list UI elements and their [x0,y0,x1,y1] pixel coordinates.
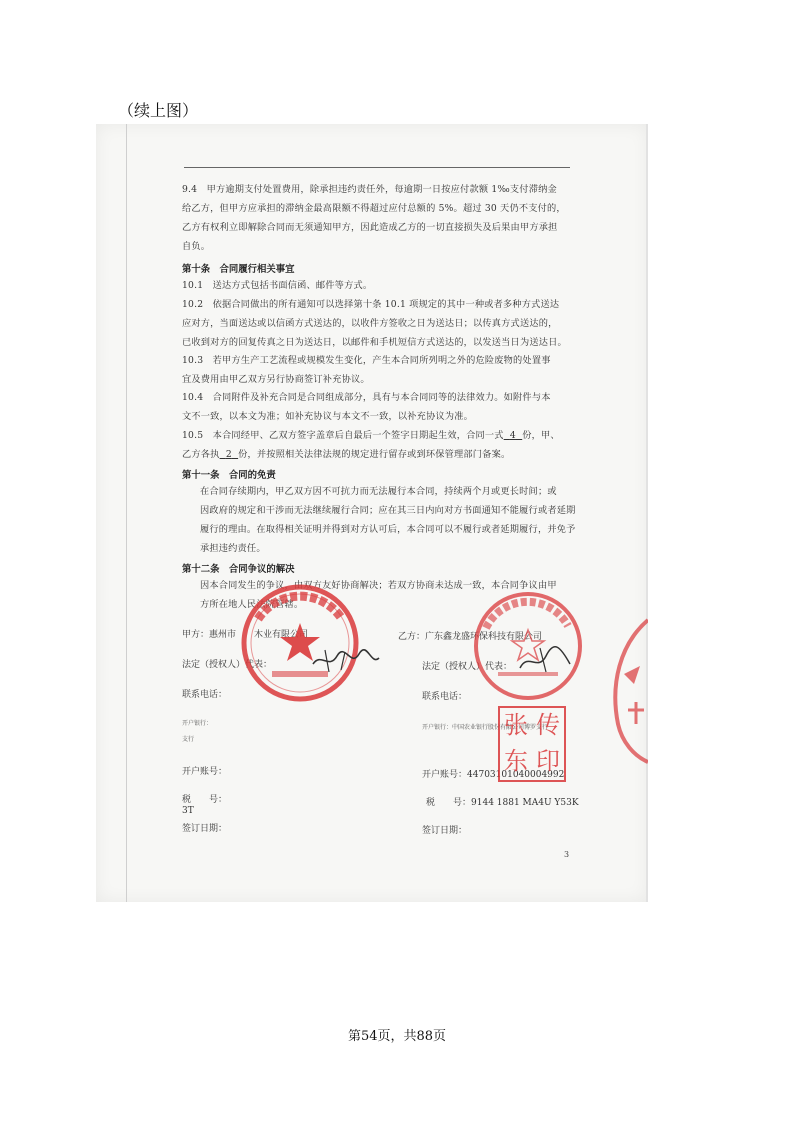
scan-page-number: 3 [564,850,570,859]
party-a-phone: 联系电话： [182,690,228,700]
clause-10-4 [182,388,576,426]
party-b-date: 签订日期： [422,826,468,836]
party-b-tax: 税 号：9144 1881 MA4U Y53K [426,798,579,808]
party-a-company-seal [236,579,364,707]
text-line: 在合同存续期内，甲乙双方因不可抗力而无法履行本合同，持续两个月或更长时间；或 [200,486,557,497]
text-line: 因政府的规定和干涉而无法继续履行合同；应在其三日内向对方书面通知不能履行或者延期 [200,505,576,516]
party-a-bank: 开户银行： [182,720,213,727]
party-b-signature [516,642,574,676]
text-line: 10.1 送达方式包括书面信函、邮件等方式。 [182,280,373,291]
seal-character: 传 [536,711,560,739]
party-b-account-value: 44703101040004992 [467,770,565,780]
copies-count: 4 [509,430,516,441]
party-a-account: 开户账号： [182,767,228,777]
party-b-rep: 法定（授权人）代表： [422,662,513,672]
party-a-date: 签订日期： [182,824,228,834]
text-line: 10.4 合同附件及补充合同是合同组成部分，具有与本合同同等的法律效力。如附件与本 [182,392,551,403]
binding-line [126,124,127,902]
copies-each: 2 [225,449,232,460]
party-b-phone: 联系电话： [422,692,468,702]
text-line: 乙方有权利立即解除合同而无须通知甲方，因此造成乙方的一切直接损失及后果由甲方承担 [182,222,558,233]
text-line: 宜及费用由甲乙双方另行协商签订补充协议。 [182,374,370,385]
party-a-rep: 法定（授权人）代表： [182,660,273,670]
text-line: 9.4 甲方逾期支付处置费用，除承担违约责任外，每逾期一日按应付款额 1‰支付滞纳金 [182,184,557,195]
seal-character: 东 [504,747,528,775]
heading-article-10: 第十条 合同履行相关事宜 [182,264,295,275]
text-line: 承担违约责任。 [200,543,266,554]
text-line: 10.2 依据合同做出的所有通知可以选择第十条 10.1 项规定的其中一种或者多种方式送达 [182,299,560,310]
page-footer: 第54页，共88页 [347,1029,447,1044]
page-edge [646,124,648,902]
text-line: 已收到对方的回复传真之日为送达日，以邮件和手机短信方式送达的，以发送当日为送达日。 [182,337,567,348]
personal-seal-text [500,708,564,780]
party-a-name: 甲方：惠州市 木业有限公司 [182,630,309,640]
partial-seal-right-edge [604,614,648,764]
party-b-name: 乙方：广东鑫龙盛环保科技有限公司 [398,632,543,642]
party-b-personal-seal [498,706,566,782]
text-line: 应对方，当面送达或以信函方式送达的，以收件方签收之日为送达日；以传真方式送达的， [182,318,558,329]
party-a-tax-value: 3T [182,806,194,816]
clause-11 [182,482,594,558]
heading-article-11: 第十一条 合同的免责 [182,470,276,481]
clause-10-1 [182,276,576,295]
seal-character: 张 [504,711,528,739]
heading-article-12: 第十二条 合同争议的解决 [182,564,295,575]
text-line: 自负。 [182,241,211,252]
party-b-tax-value: 9144 1881 MA4U Y53K [471,798,579,808]
text-line: 履行的理由。在取得相关证明并得到对方认可后，本合同可以不履行或者延期履行，并免予 [200,524,576,535]
scanned-contract-page [96,124,648,902]
text-line: 方所在地人民法院管辖。 [200,599,304,610]
party-a-signature [311,646,381,674]
continued-caption: （续上图） [118,101,199,120]
text-line: 10.3 若甲方生产工艺流程或规模发生变化，产生本合同所列明之外的危险废物的处置事 [182,355,551,366]
text-line: 给乙方，但甲方应承担的滞纳金最高限额不得超过应付总额的 5%。超过 30 天仍不支付的， [182,203,566,214]
seal-character: 印 [536,747,560,775]
clause-10-3 [182,351,576,389]
party-b-bank: 开户银行：中国农业银行股份有限公司博罗支行 [422,724,549,731]
header-rule [184,167,570,168]
clause-9-4 [182,180,576,256]
clause-10-5: 10.5 本合同经甲、乙双方签字盖章后自最后一个签字日期起生效，合同一式 4 份，甲、 乙方各执 2 份，并按照相关法律法规的规定进行留存或到环保管理部门备案。 [182,430,560,460]
text-line: 因本合同发生的争议，由双方友好协商解决；若双方协商未达成一致，本合同争议由甲 [200,580,557,591]
clause-10-2 [182,295,576,352]
party-a-bank-value: 支行 [182,736,195,743]
text-line: 文不一致，以本文为准；如补充协议与本文不一致，以补充协议为准。 [182,411,474,422]
party-a-tax: 税 号： [182,795,228,805]
party-b-account: 开户账号：44703101040004992 [422,770,565,780]
